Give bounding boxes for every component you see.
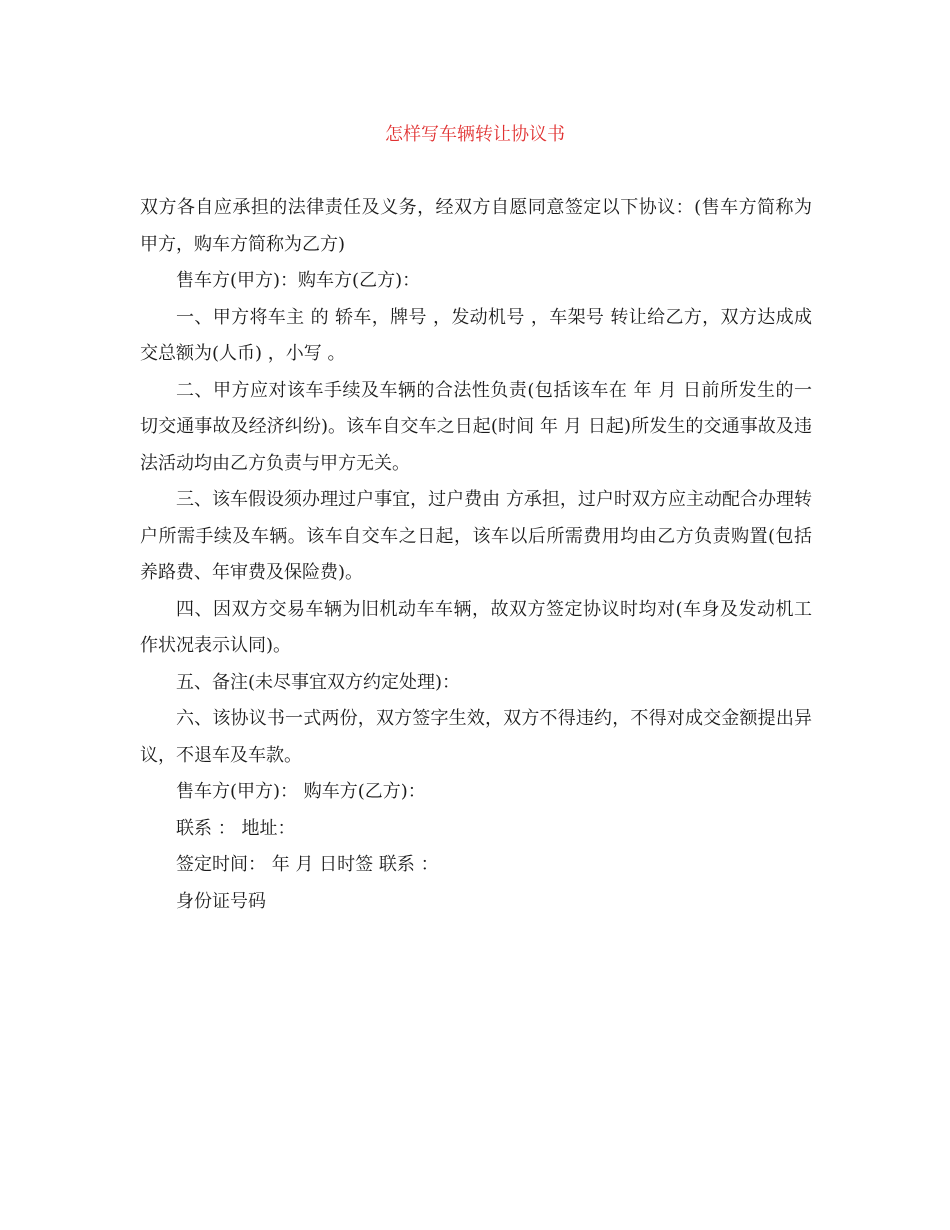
paragraph-clause-3: 三、该车假设须办理过户事宜，过户费由 方承担，过户时双方应主动配合办理转户所需手续及车辆。该车自交车之日起，该车以后所需费用均由乙方负责购置(包括养路费、年审费及保险费)。 bbox=[140, 489, 812, 583]
paragraph-clause-2: 二、甲方应对该车手续及车辆的合法性负责(包括该车在 年 月 日前所发生的一切交通事故及经济纠纷)。该车自交车之日起(时间 年 月 日起)所发生的交通事故及违法活动均由乙方负责与甲方无关。 bbox=[140, 379, 812, 474]
paragraph-clause-1: 一、甲方将车主 的 轿车，牌号 ，发动机号 ，车架号 转让给乙方，双方达成成交总额为(人币) ，小写 。 bbox=[140, 306, 812, 364]
paragraph-clause-4: 四、因双方交易车辆为旧机动车车辆，故双方签定协议时均对(车身及发动机工作状况表示认同)。 bbox=[140, 598, 812, 656]
paragraph-clause-6: 六、该协议书一式两份，双方签字生效，双方不得违约，不得对成交金额提出异议，不退车及车款。 bbox=[140, 708, 812, 766]
signature-parties: 售车方(甲方)： 购车方(乙方)： bbox=[176, 781, 426, 802]
document-title: 怎样写车辆转让协议书 bbox=[385, 124, 565, 145]
signature-contact: 联系 ： 地址： bbox=[176, 817, 296, 839]
paragraph-parties: 售车方(甲方)：购车方(乙方)： bbox=[176, 270, 421, 291]
paragraph-clause-5: 五、备注(未尽事宜双方约定处理)： bbox=[176, 671, 461, 693]
document-body bbox=[140, 190, 812, 920]
signature-date: 签定时间： 年 月 日时签 联系 ： bbox=[176, 854, 439, 875]
paragraph-preamble: 双方各自应承担的法律责任及义务，经双方自愿同意签定以下协议：(售车方简称为甲方，购车方简称为乙方) bbox=[140, 197, 812, 255]
signature-id-number: 身份证号码 bbox=[176, 890, 266, 912]
